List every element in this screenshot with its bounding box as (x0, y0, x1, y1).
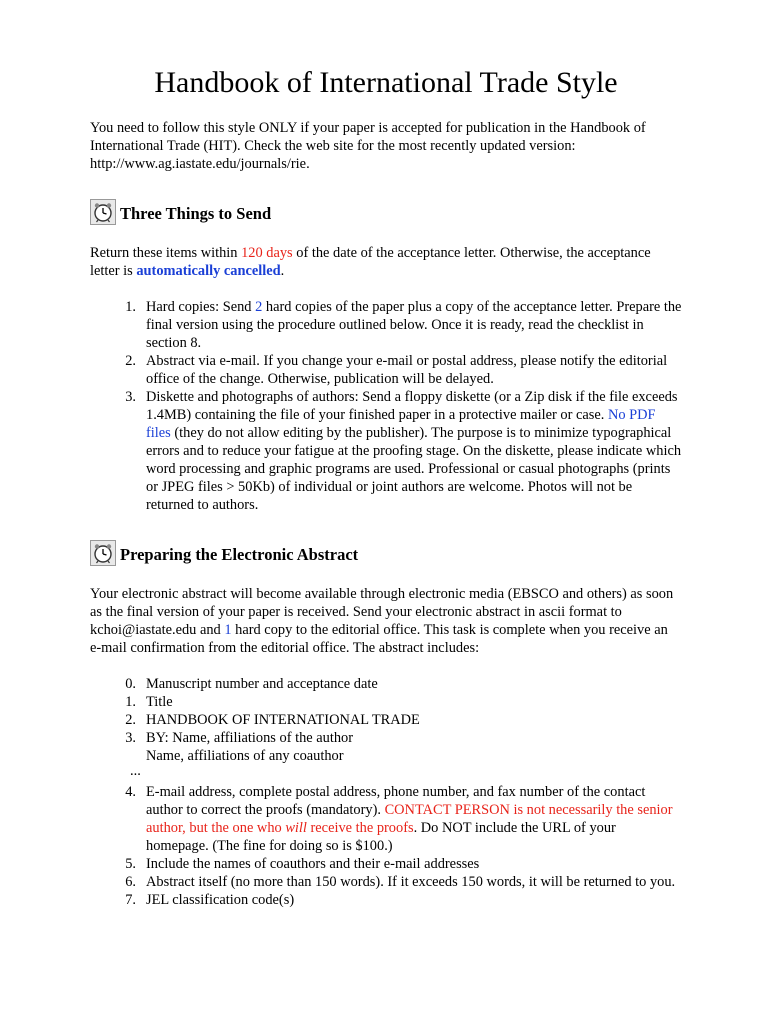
list-item: 4. E-mail address, complete postal address, phone number, and fax number of the contact author to correct the proofs (mandatory). CONTACT PERSON is not necessarily the senior author, but the one who will receive the proofs. Do NOT include the URL of your homepage. (The fine for doing so is $100.) (125, 784, 673, 854)
section1-paragraph: Return these items within 120 days of the date of the acceptance letter. Otherwise, the acceptance letter is automatically cancelled. (90, 245, 651, 279)
list-item: 3. Diskette and photographs of authors: Send a floppy diskette (or a Zip disk if the file exceeds 1.4MB) containing the file of your finished paper in a protective mailer or case. No PDF files (they do not allow editing by the publisher). The purpose is to minimize typographical errors and to reduce your fatigue at the proofing stage. On the diskette, please indicate which word processing and graphic programs are used. Professional or casual photographs (prints or JPEG files > 50Kb) of individual or joint authors are welcome. Photos will not be returned to authors. (125, 389, 682, 513)
section-title: Three Things to Send (120, 204, 272, 223)
intro-paragraph: You need to follow this style ONLY if your paper is accepted for publication in the Handbook of International Trade (HIT). Check the web site for the most recently updated version: http://www.ag.iastate.edu/journals/rie. (90, 120, 646, 172)
section-heading-three-things (90, 199, 682, 225)
list-item: 2. HANDBOOK OF INTERNATIONAL TRADE (125, 712, 420, 728)
list-item: 3. BY: Name, affiliations of the author Name, affiliations of any coauthor (125, 730, 354, 764)
list-item: 6. Abstract itself (no more than 150 words). If it exceeds 150 words, it will be returned to you. (125, 874, 676, 890)
alarm-clock-icon (90, 540, 116, 566)
cancel-highlight: automatically cancelled (136, 263, 281, 279)
abstract-items-list (90, 675, 682, 909)
section-title: Preparing the Electronic Abstract (120, 545, 359, 564)
page-title: Handbook of International Trade Style (154, 66, 618, 99)
deadline-highlight: 120 days (241, 245, 293, 261)
list-item: 1. Title (125, 694, 173, 710)
list-item: 2. Abstract via e-mail. If you change your e-mail or postal address, please notify the editorial office of the change. Otherwise, publication will be delayed. (125, 353, 668, 387)
list-item: 7. JEL classification code(s) (125, 892, 295, 908)
send-items-list (90, 298, 682, 514)
section-heading-abstract (90, 540, 682, 566)
list-ellipsis: ... (130, 763, 141, 779)
section2-paragraph: Your electronic abstract will become available through electronic media (EBSCO and others) as soon as the final version of your paper is received. Send your electronic abstract in ascii format to kchoi@iastate.edu and 1 hard copy to the editorial office. This task is complete when you receive an e-mail confirmation from the editorial office. The abstract includes: (90, 586, 674, 656)
alarm-clock-icon (90, 199, 116, 225)
list-item: 0. Manuscript number and acceptance date (125, 676, 378, 692)
list-item: 5. Include the names of coauthors and their e-mail addresses (125, 856, 480, 872)
list-item: 1. Hard copies: Send 2 hard copies of the paper plus a copy of the acceptance letter. Prepare the final version using the procedure outlined below. Once it is ready, read the checklist in section 8. (125, 299, 682, 351)
